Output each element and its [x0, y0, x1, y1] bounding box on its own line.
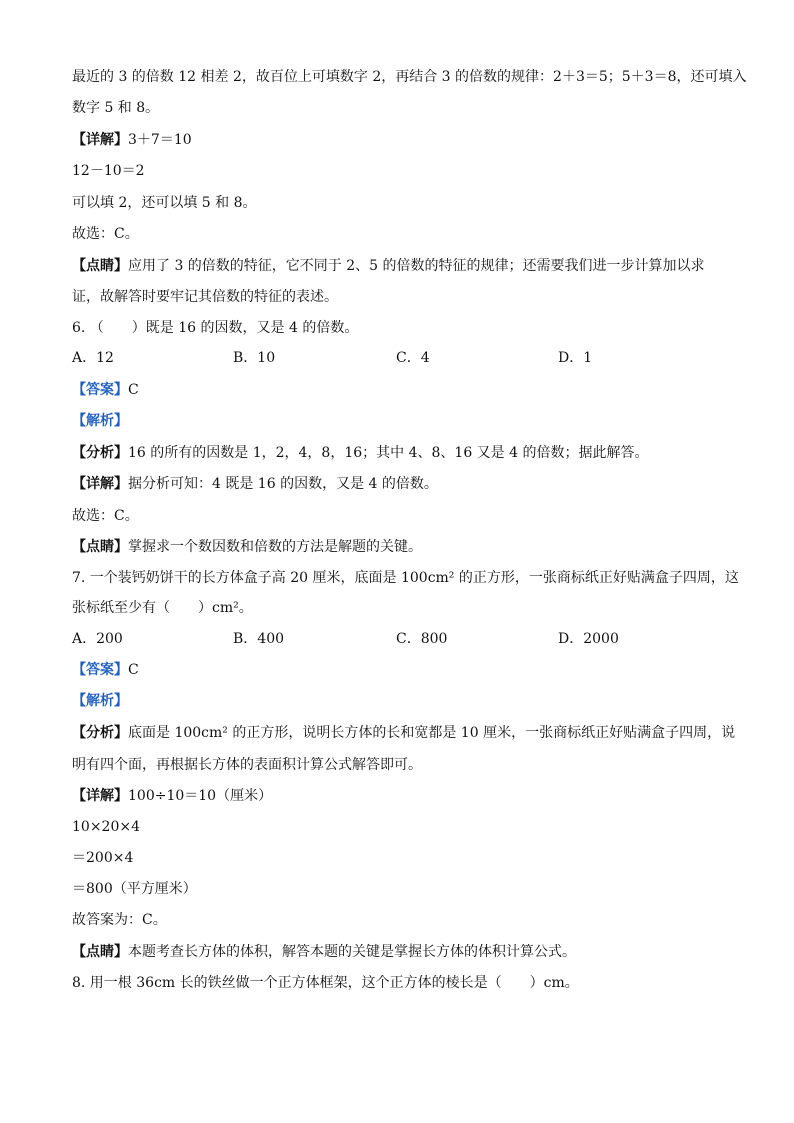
q6-option-d: D．1	[558, 350, 593, 366]
q6-option-c: C．4	[396, 350, 430, 366]
comment-line: 【点睛】应用了 3 的倍数的特征，它不同于 2、5 的倍数的特征的规律；还需要我们进一步计算加以求	[72, 258, 705, 274]
text-line: 可以填 2，还可以填 5 和 8。	[72, 195, 257, 211]
text-line: 故选：C。	[72, 508, 139, 524]
text-line: 明有四个面，再根据长方体的表面积计算公式解答即可。	[72, 757, 422, 773]
detail-line: 【详解】据分析可知：4 既是 16 的因数，又是 4 的倍数。	[72, 476, 438, 492]
analysis-heading: 【解析】	[72, 693, 128, 709]
analysis-line: 【分析】16 的所有的因数是 1，2，4，8，16；其中 4、8、16 又是 4 的倍数；据此解答。	[72, 445, 649, 461]
detail-line: 【详解】100÷10＝10（厘米）	[72, 788, 273, 804]
question-8: 8. 用一根 36cm 长的铁丝做一个正方体框架，这个正方体的棱长是（ ）cm。	[72, 975, 579, 991]
q7-option-c: C．800	[396, 631, 448, 647]
q7-option-b: B．400	[233, 631, 285, 647]
question-7-cont: 张标纸至少有（ ）cm²。	[72, 600, 253, 616]
q7-option-d: D．2000	[558, 631, 619, 647]
calc-line: ＝200×4	[72, 850, 134, 866]
q6-option-b: B．10	[233, 350, 276, 366]
answer-line: 【答案】C	[72, 382, 139, 398]
answer-line: 【答案】C	[72, 662, 139, 678]
q7-option-a: A．200	[72, 631, 123, 647]
question-6: 6. （ ）既是 16 的因数，又是 4 的倍数。	[72, 320, 359, 336]
calc-line: ＝800（平方厘米）	[72, 881, 197, 897]
text-line: 故选：C。	[72, 226, 139, 242]
text-line: 证，故解答时要牢记其倍数的特征的表述。	[72, 289, 338, 305]
comment-line: 【点睛】掌握求一个数因数和倍数的方法是解题的关键。	[72, 539, 422, 555]
analysis-line: 【分析】底面是 100cm² 的正方形，说明长方体的长和宽都是 10 厘米，一张商标纸正好贴满盒子四周，说	[72, 725, 736, 741]
analysis-heading: 【解析】	[72, 413, 128, 429]
text-line: 故答案为：C。	[72, 912, 167, 928]
comment-line: 【点睛】本题考查长方体的体积，解答本题的关键是掌握长方体的体积计算公式。	[72, 944, 576, 960]
detail-line: 【详解】3＋7＝10	[72, 132, 192, 148]
q6-option-a: A．12	[72, 350, 114, 366]
text-line: 最近的 3 的倍数 12 相差 2，故百位上可填数字 2，再结合 3 的倍数的规律：2＋3＝5；5＋3＝8，还可填入	[72, 69, 747, 85]
text-line: 12－10＝2	[72, 163, 145, 179]
question-7: 7. 一个装钙奶饼干的长方体盒子高 20 厘米，底面是 100cm² 的正方形，一张商标纸正好贴满盒子四周，这	[72, 570, 739, 586]
calc-line: 10×20×4	[72, 819, 140, 835]
text-line: 数字 5 和 8。	[72, 100, 160, 116]
